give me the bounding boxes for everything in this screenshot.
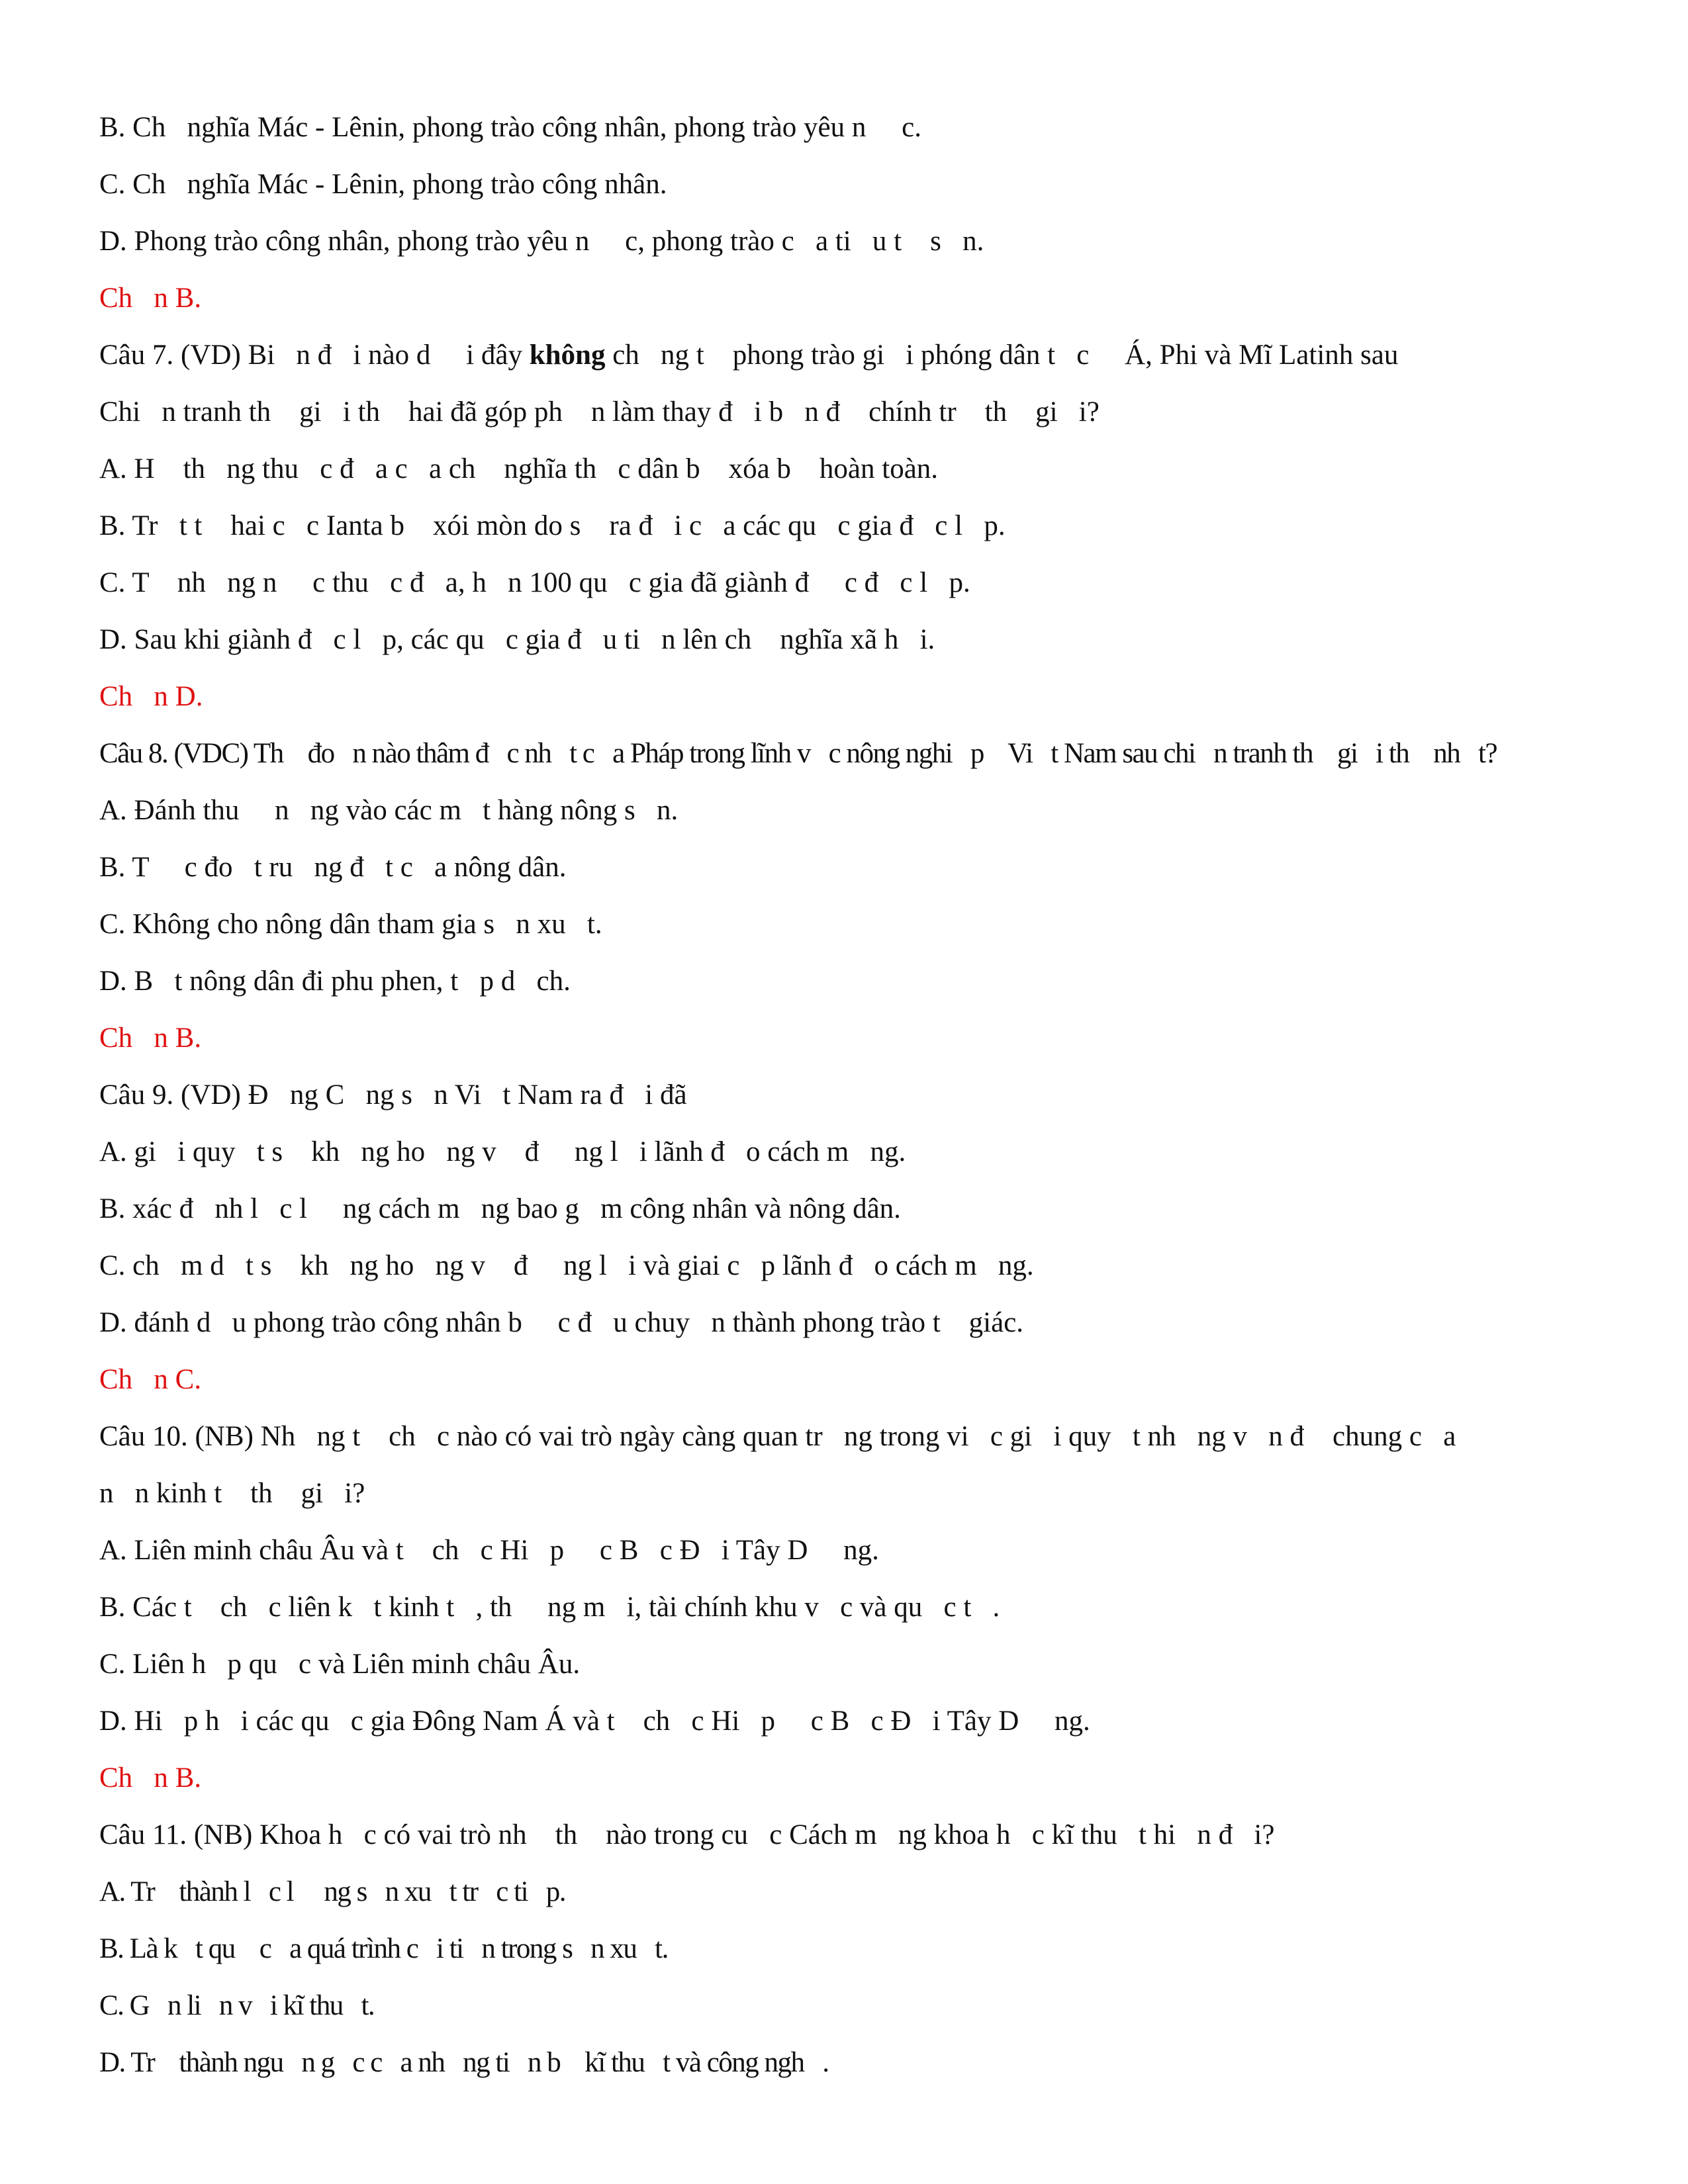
- q7-stem-part-2: ch ng t phong trào gi i phóng dân t c Á, Phi và Mĩ Latinh sau: [605, 340, 1399, 371]
- q9-answer: Ch n C.: [99, 1364, 202, 1395]
- q10-stem-line-2: n n kinh t th gi i?: [99, 1478, 365, 1509]
- q11-option-c: C. G n li n v i kĩ thu t.: [99, 1990, 375, 2021]
- q10-option-b: B. Các t ch c liên k t kinh t , th ng m i, tài chính khu v c và qu c t .: [99, 1592, 1000, 1623]
- q6-answer: Ch n B.: [99, 283, 202, 314]
- q8-option-b: B. T c đo t ru ng đ t c a nông dân.: [99, 852, 567, 883]
- q11-option-d: D. Tr thành ngu n g c c a nh ng ti n b kĩ thu t và công ngh .: [99, 2047, 829, 2078]
- q10-option-c: C. Liên h p qu c và Liên minh châu Âu.: [99, 1649, 581, 1680]
- q10-answer: Ch n B.: [99, 1762, 202, 1794]
- q10-stem-line-1: Câu 10. (NB) Nh ng t ch c nào có vai trò ngày càng quan tr ng trong vi c gi i quy t nh ng v n đ chung c a: [99, 1421, 1456, 1452]
- q7-option-c: C. T nh ng n c thu c đ a, h n 100 qu c gia đã giành đ c đ c l p.: [99, 567, 970, 598]
- q7-answer: Ch n D.: [99, 681, 203, 712]
- q7-stem-bold: không: [529, 340, 606, 371]
- q9-option-c: C. ch m d t s kh ng ho ng v đ ng l i và giai c p lãnh đ o cách m ng.: [99, 1250, 1034, 1281]
- q7-option-b: B. Tr t t hai c c Ianta b xói mòn do s ra đ i c a các qu c gia đ c l p.: [99, 510, 1006, 541]
- document-page: [99, 99, 1589, 2091]
- q8-option-c: C. Không cho nông dân tham gia s n xu t.: [99, 909, 602, 940]
- q10-option-d: D. Hi p h i các qu c gia Đông Nam Á và t ch c Hi p c B c Đ i Tây D ng.: [99, 1706, 1090, 1737]
- q7-stem-line-1: [99, 327, 1589, 384]
- q11-option-b: B. Là k t qu c a quá trình c i ti n trong s n xu t.: [99, 1933, 668, 1964]
- q8-option-d: D. B t nông dân đi phu phen, t p d ch.: [99, 966, 571, 997]
- q8-option-a: A. Đánh thu n ng vào các m t hàng nông s n.: [99, 795, 679, 826]
- q8-stem: Câu 8. (VDC) Th đo n nào thâm đ c nh t c a Pháp trong lĩnh v c nông nghi p Vi t Nam sau chi n tranh th gi i th nh t?: [99, 738, 1497, 769]
- q8-answer: Ch n B.: [99, 1023, 202, 1054]
- q10-option-a: A. Liên minh châu Âu và t ch c Hi p c B c Đ i Tây D ng.: [99, 1535, 879, 1566]
- q6-option-d: D. Phong trào công nhân, phong trào yêu n c, phong trào c a ti u t s n.: [99, 226, 984, 257]
- q6-option-c: C. Ch nghĩa Mác - Lênin, phong trào công nhân.: [99, 169, 667, 200]
- q7-stem-line-2: Chi n tranh th gi i th hai đã góp ph n làm thay đ i b n đ chính tr th gi i?: [99, 396, 1100, 428]
- q6-option-b: B. Ch nghĩa Mác - Lênin, phong trào công nhân, phong trào yêu n c.: [99, 112, 921, 143]
- q7-option-d: D. Sau khi giành đ c l p, các qu c gia đ u ti n lên ch nghĩa xã h i.: [99, 624, 935, 655]
- q9-option-a: A. gi i quy t s kh ng ho ng v đ ng l i lãnh đ o cách m ng.: [99, 1136, 906, 1167]
- q9-option-d: D. đánh d u phong trào công nhân b c đ u chuy n thành phong trào t giác.: [99, 1307, 1024, 1338]
- q9-stem: Câu 9. (VD) Đ ng C ng s n Vi t Nam ra đ i đã: [99, 1079, 687, 1111]
- q7-stem-part-1: Câu 7. (VD) Bi n đ i nào d i đây: [99, 340, 530, 371]
- q9-option-b: B. xác đ nh l c l ng cách m ng bao g m công nhân và nông dân.: [99, 1193, 901, 1224]
- q7-option-a: A. H th ng thu c đ a c a ch nghĩa th c dân b xóa b hoàn toàn.: [99, 453, 939, 484]
- q11-stem: Câu 11. (NB) Khoa h c có vai trò nh th nào trong cu c Cách m ng khoa h c kĩ thu t hi n đ i?: [99, 1819, 1275, 1850]
- q11-option-a: A. Tr thành l c l ng s n xu t tr c ti p.: [99, 1876, 566, 1907]
